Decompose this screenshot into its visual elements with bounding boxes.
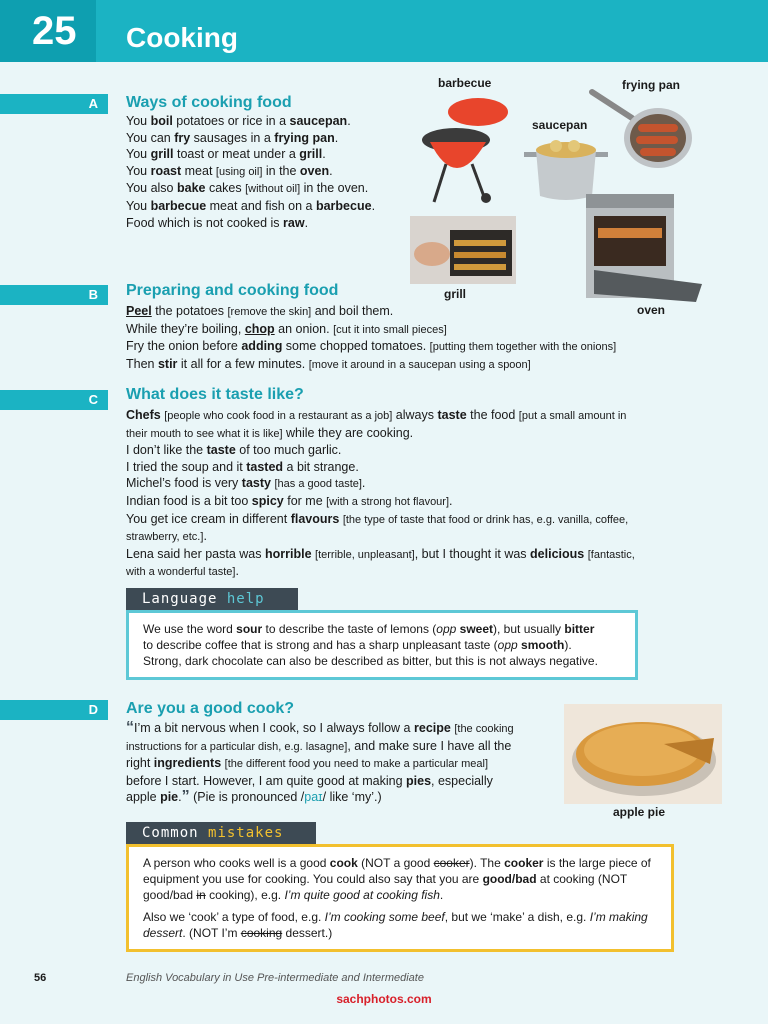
line: I don’t like the taste of too much garlic. (126, 443, 342, 458)
line: with a wonderful taste]. (126, 564, 239, 579)
frying-pan-label: frying pan (622, 78, 681, 92)
line: You can fry sausages in a frying pan. (126, 130, 339, 145)
line: right ingredients [the different food you need to make a particular meal] (126, 756, 489, 771)
line: You also bake cakes [without oil] in the oven. (126, 181, 369, 196)
line: good/bad in cooking), e.g. I’m quite good at cooking fish. (143, 888, 444, 902)
line: Peel the potatoes [remove the skin] and boil them. (126, 304, 394, 318)
line: Indian food is a bit too spicy for me [with a strong hot flavour]. (126, 493, 453, 508)
line: Fry the onion before adding some chopped tomatoes. [putting them together with the onions] (126, 339, 617, 354)
line: Michel’s food is very tasty [has a good taste]. (126, 476, 366, 491)
line: their mouth to see what it is like] while they are cooking. (126, 425, 414, 440)
unit-title: Cooking (126, 22, 238, 53)
unit-header-bar (0, 0, 768, 62)
saucepan-label: saucepan (532, 118, 588, 132)
section-heading-d: Are you a good cook? (126, 700, 295, 717)
section-d-text (126, 720, 514, 806)
line: apple pie.” (Pie is pronounced /paɪ/ like ‘my’.) (126, 788, 382, 806)
line: dessert. (NOT I’m cooking dessert.) (143, 926, 333, 940)
line: Then stir it all for a few minutes. [move it around in a saucepan using a spoon] (126, 356, 531, 371)
section-heading-a: Ways of cooking food (126, 94, 292, 111)
line: We use the word sour to describe the taste of lemons (opp sweet), but usually bitter (143, 622, 595, 636)
line: instructions for a particular dish, e.g. lasagne], and make sure I have all the (126, 738, 512, 753)
barbecue-icon (416, 94, 526, 204)
language-help-label: Language help (126, 588, 298, 610)
section-tab-a: A (0, 94, 108, 114)
common-mistakes-box (126, 844, 674, 952)
apple-pie-photo (564, 704, 722, 804)
line: strawberry, etc.]. (126, 529, 207, 544)
line: before I start. However, I am quite good at making pies, especially (126, 773, 493, 788)
section-tab-c: C (0, 390, 108, 410)
line: You grill toast or meat under a grill. (126, 147, 326, 162)
line: Food which is not cooked is raw. (126, 215, 309, 230)
grill-photo (410, 216, 516, 284)
section-b-text (126, 303, 616, 373)
section-heading-c: What does it taste like? (126, 386, 304, 403)
line: You roast meat [using oil] in the oven. (126, 163, 333, 178)
unit-number: 25 (0, 0, 96, 62)
line: You get ice cream in different flavours [the type of taste that food or drink has, e.g. vanilla, coffee, (126, 511, 629, 526)
section-heading-b: Preparing and cooking food (126, 282, 339, 299)
language-help-box (126, 610, 638, 680)
section-tab-d: D (0, 700, 108, 720)
line: While they’re boiling, chop an onion. [cut it into small pieces] (126, 321, 447, 336)
close-quote-mark: ” (181, 788, 190, 806)
barbecue-label: barbecue (438, 76, 492, 90)
site-watermark: sachphotos.com (336, 992, 432, 1006)
line: to describe coffee that is strong and has a sharp unpleasant taste (opp smooth). (143, 638, 572, 652)
line: You boil potatoes or rice in a saucepan. (126, 114, 351, 128)
line: A person who cooks well is a good cook (NOT a good cooker). The cooker is the large piece of (143, 856, 651, 870)
grill-label: grill (444, 287, 467, 301)
oven-label: oven (637, 303, 666, 317)
open-quote-mark: “ (126, 719, 134, 736)
oven-icon (586, 194, 704, 306)
line: Lena said her pasta was horrible [terrible, unpleasant], but I thought it was delicious [fantastic, (126, 546, 635, 561)
line: Chefs [people who cook food in a restaurant as a job] always taste the food [put a small amount in (126, 408, 627, 422)
line: You barbecue meat and fish on a barbecue. (126, 198, 376, 213)
page-number: 56 (34, 972, 47, 984)
line: “I’m a bit nervous when I cook, so I always follow a recipe [the cooking (126, 719, 514, 736)
line: equipment you use for cooking. You could also say that you are good/bad at cooking (NOT (143, 872, 628, 886)
section-c-text (126, 407, 635, 581)
line: Strong, dark chocolate can also be described as bitter, but this is not always negative. (143, 654, 598, 668)
section-tab-b: B (0, 285, 108, 305)
section-a-text (126, 113, 375, 231)
book-title: English Vocabulary in Use Pre-intermediate and Intermediate (126, 972, 424, 984)
common-mistakes-label: Common mistakes (126, 822, 316, 844)
line: I tried the soup and it tasted a bit strange. (126, 459, 359, 474)
line: Also we ‘cook’ a type of food, e.g. I’m cooking some beef, but we ‘make’ a dish, e.g. I’m making (143, 910, 648, 924)
apple-pie-label: apple pie (613, 805, 666, 819)
